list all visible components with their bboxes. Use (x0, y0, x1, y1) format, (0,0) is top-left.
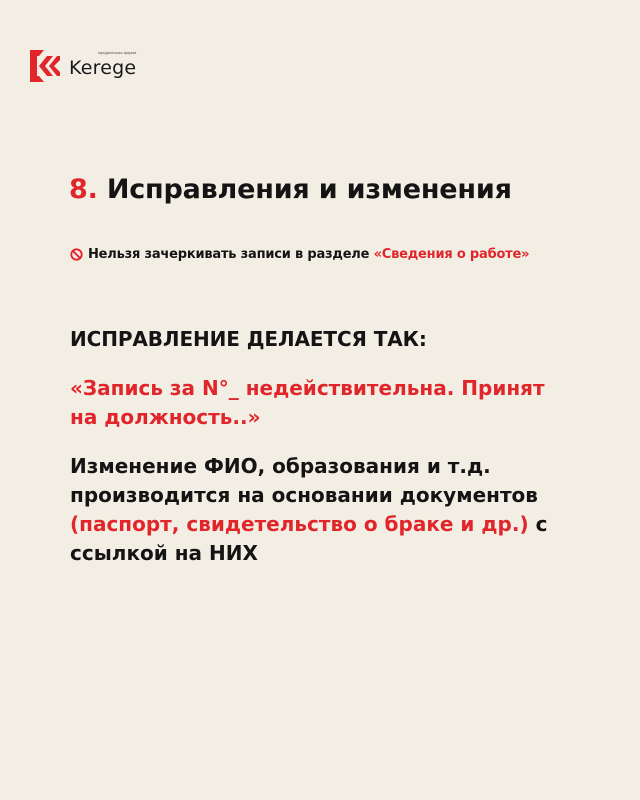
correction-example (70, 374, 610, 432)
warning-highlight: «Сведения о работе» (373, 247, 530, 262)
warning-note (70, 247, 529, 262)
paragraph-line-4: ссылкой на НИХ (70, 541, 258, 565)
brand-name: Kerege (69, 57, 137, 79)
paragraph-line-3 (70, 510, 610, 539)
slide-title-text: Исправления и изменения (106, 174, 512, 205)
brand-tagline: юридическая фирма (98, 50, 137, 55)
documents-highlight: (паспорт, свидетельство о браке и др.) (70, 512, 529, 536)
correction-heading: ИСПРАВЛЕНИЕ ДЕЛАЕТСЯ ТАК: (70, 327, 427, 351)
paragraph-line-3-rest: с (528, 512, 548, 536)
warning-text: Нельзя зачеркивать записи в разделе (88, 247, 370, 262)
slide-title (69, 174, 512, 205)
paragraph-line-1: Изменение ФИО, образования и т.д. (70, 454, 491, 478)
kerege-logo-icon (30, 50, 60, 82)
paragraph-line-2: производится на основании документов (70, 483, 538, 507)
prohibited-icon (70, 248, 83, 261)
brand-logo (30, 50, 159, 82)
name-change-paragraph (70, 452, 610, 568)
example-line-1: «Запись за N°_ недействительна. Принят (70, 376, 545, 400)
example-line-2: на должность..» (70, 405, 261, 429)
slide-number: 8. (69, 174, 98, 205)
